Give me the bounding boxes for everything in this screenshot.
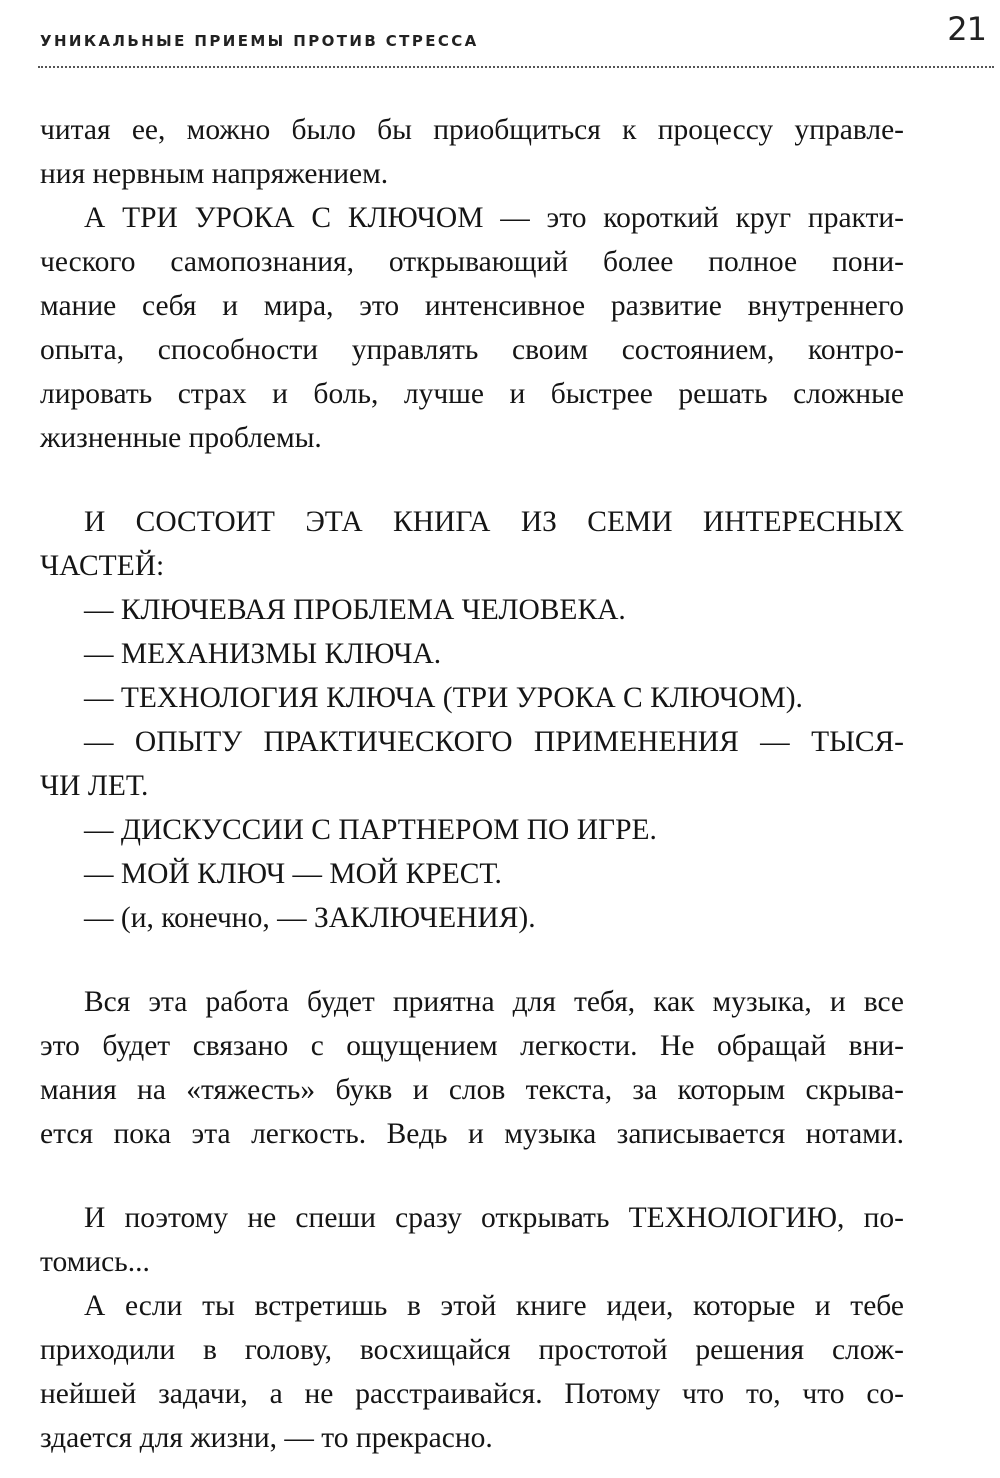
text-line: опыта, способности управлять своим состоянием, контро- xyxy=(40,334,904,366)
text-line: жизненные проблемы. xyxy=(40,422,322,454)
text-line: А ТРИ УРОКА С КЛЮЧОМ — это короткий круг практи- xyxy=(84,202,904,234)
text-line: это будет связано с ощущением легкости. Не обращай вни- xyxy=(40,1030,904,1062)
text-line: Вся эта работа будет приятна для тебя, как музыка, и все xyxy=(84,986,904,1018)
paragraph-5 xyxy=(40,1196,904,1284)
list-item: — ТЕХНОЛОГИЯ КЛЮЧА (ТРИ УРОКА С КЛЮЧОМ). xyxy=(84,682,803,714)
body-text xyxy=(40,108,904,1460)
list-item: — ДИСКУССИИ С ПАРТНЕРОМ ПО ИГРЕ. xyxy=(84,814,657,846)
text-line: приходили в голову, восхищайся простотой решения слож- xyxy=(40,1334,904,1366)
text-line: мания на «тяжесть» букв и слов текста, за которым скрыва- xyxy=(40,1074,904,1106)
paragraph-gap xyxy=(40,940,904,980)
text-line: томись... xyxy=(40,1246,150,1278)
paragraph-4 xyxy=(40,980,904,1156)
running-head: УНИКАЛЬНЫЕ ПРИЕМЫ ПРОТИВ СТРЕССА xyxy=(40,32,479,50)
list-item-continuation: ЧИ ЛЕТ. xyxy=(40,770,149,802)
paragraph-gap xyxy=(40,460,904,500)
paragraph-1 xyxy=(40,108,904,196)
text-line: здается для жизни, — то прекрасно. xyxy=(40,1422,493,1454)
list-item: — КЛЮЧЕВАЯ ПРОБЛЕМА ЧЕЛОВЕКА. xyxy=(84,594,626,626)
paragraph-gap xyxy=(40,1156,904,1196)
text-line: И СОСТОИТ ЭТА КНИГА ИЗ СЕМИ ИНТЕРЕСНЫХ xyxy=(84,506,904,538)
paragraph-6 xyxy=(40,1284,904,1460)
list-item: — МЕХАНИЗМЫ КЛЮЧА. xyxy=(84,638,442,670)
text-line: читая ее, можно было бы приобщиться к процессу управле- xyxy=(40,114,904,146)
parts-list xyxy=(40,588,904,940)
list-item: — ОПЫТУ ПРАКТИЧЕСКОГО ПРИМЕНЕНИЯ — ТЫСЯ- xyxy=(84,726,904,758)
text-line: ется пока эта легкость. Ведь и музыка записывается нотами. xyxy=(40,1118,904,1150)
paragraph-2 xyxy=(40,196,904,460)
text-line: мание себя и мира, это интенсивное развитие внутреннего xyxy=(40,290,904,322)
text-line: А если ты встретишь в этой книге идеи, которые и тебе xyxy=(84,1290,904,1322)
text-line: ЧАСТЕЙ: xyxy=(40,550,165,582)
header-dotted-rule xyxy=(38,66,994,68)
page-number: 21 xyxy=(947,10,986,48)
text-line: ния нервным напряжением. xyxy=(40,158,389,190)
text-line: И поэтому не спеши сразу открывать ТЕХНОЛОГИЮ, по- xyxy=(84,1202,904,1234)
text-line: ческого самопознания, открывающий более полное пони- xyxy=(40,246,904,278)
paragraph-3 xyxy=(40,500,904,588)
list-item: — МОЙ КЛЮЧ — МОЙ КРЕСТ. xyxy=(84,858,502,890)
text-line: нейшей задачи, а не расстраивайся. Потому что то, что со- xyxy=(40,1378,904,1410)
list-item: — (и, конечно, — ЗАКЛЮЧЕНИЯ). xyxy=(84,902,536,934)
text-line: лировать страх и боль, лучше и быстрее решать сложные xyxy=(40,378,904,410)
